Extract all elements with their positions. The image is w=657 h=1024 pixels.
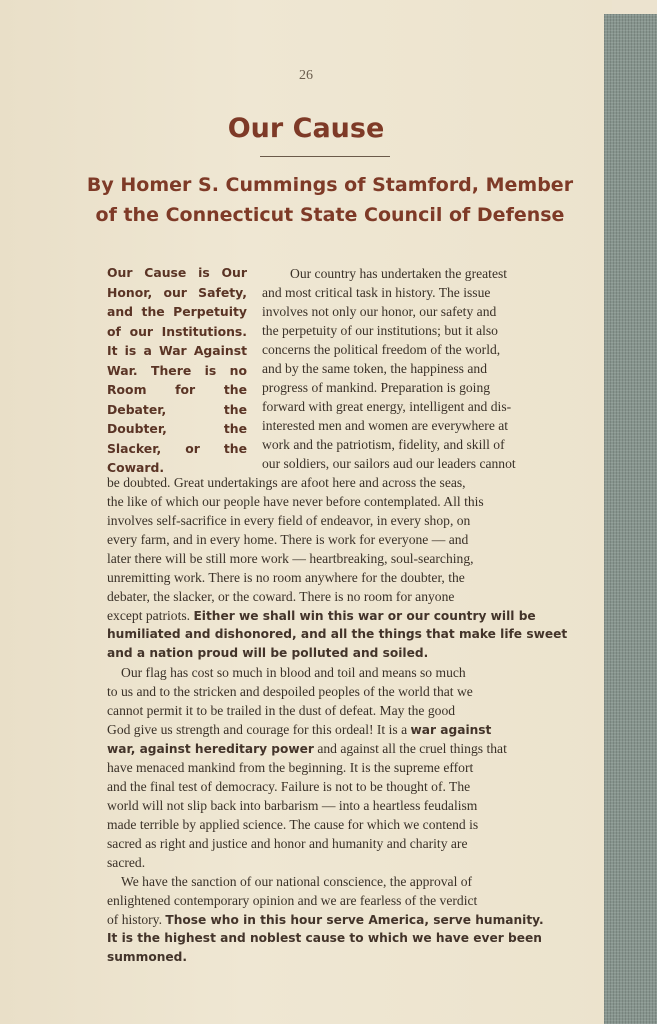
bold-line: summoned. <box>107 950 187 964</box>
body-line <box>107 910 576 929</box>
body-line: and most critical task in history. The issue <box>262 285 491 300</box>
body-line: cannot permit it to be trailed in the dust of defeat. May the good <box>107 703 456 718</box>
body-line: be doubted. Great undertakings are afoot here and across the seas, <box>107 475 466 490</box>
body-line: sacred. <box>107 855 146 870</box>
byline: By Homer S. Cummings of Stamford, Member of the Connecticut State Council of Defense <box>86 174 574 226</box>
sidehead-summary: Our Cause is Our Honor, our Safety, and the Perpetuity of our Institutions. It is a War Against War. There is no Room for the Debater, the Doubter, the Slacker, or the Coward. <box>107 265 247 475</box>
bold-line: and a nation proud will be polluted and soiled. <box>107 646 429 660</box>
body-line: Our flag has cost so much in blood and toil and means so much <box>121 665 466 680</box>
title-divider <box>260 156 390 157</box>
body-line: and the final test of democracy. Failure is not to be thought of. The <box>107 779 471 794</box>
body-line: forward with great energy, intelligent and dis- <box>262 399 512 414</box>
bold-text: war against <box>410 723 492 737</box>
body-line: work and the patriotism, fidelity, and skill of <box>262 437 505 452</box>
body-line: have menaced mankind from the beginning. It is the supreme effort <box>107 760 474 775</box>
page-number: 26 <box>299 68 313 83</box>
body-line: concerns the political freedom of the world, <box>262 342 501 357</box>
body-line: and by the same token, the happiness and <box>262 361 487 376</box>
body-line: sacred as right and justice and honor and humanity and charity are <box>107 836 468 851</box>
body-line <box>107 720 576 739</box>
body-line: later there will be still more work — heartbreaking, soul-searching, <box>107 551 474 566</box>
body-text: except patriots. <box>107 608 191 623</box>
body-text: and against all the cruel things that <box>317 741 507 756</box>
body-line: We have the sanction of our national conscience, the approval of <box>121 874 473 889</box>
binding-edge <box>604 14 657 1024</box>
article-title: Our Cause <box>227 113 385 144</box>
body-line: interested men and women are everywhere at <box>262 418 509 433</box>
body-line: our soldiers, our sailors aud our leaders cannot <box>262 456 516 471</box>
bold-line: humiliated and dishonored, and all the things that make life sweet <box>107 627 568 641</box>
bold-text: Either we shall win this war or our country will be <box>193 609 536 623</box>
body-line <box>107 606 576 625</box>
bold-line: It is the highest and noblest cause to which we have ever been <box>107 931 542 945</box>
body-line: to us and to the stricken and despoiled peoples of the world that we <box>107 684 473 699</box>
bold-text: Those who in this hour serve America, serve humanity. <box>165 913 544 927</box>
body-line <box>107 739 576 758</box>
body-text: God give us strength and courage for this ordeal! It is a <box>107 722 408 737</box>
body-line: world will not slip back into barbarism — into a heartless feudalism <box>107 798 478 813</box>
body-line: enlightened contemporary opinion and we are fearless of the verdict <box>107 893 478 908</box>
body-line: involves self-sacrifice in every field of endeavor, in every shop, on <box>107 513 471 528</box>
body-line: progress of mankind. Preparation is going <box>262 380 491 395</box>
body-line: involves not only our honor, our safety and <box>262 304 497 319</box>
body-line: Our country has undertaken the greatest <box>290 266 508 281</box>
body-line: made terrible by applied science. The cause for which we contend is <box>107 817 479 832</box>
body-line: debater, the slacker, or the coward. There is no room for anyone <box>107 589 455 604</box>
body-line: every farm, and in every home. There is work for everyone — and <box>107 532 469 547</box>
body-text: of history. <box>107 912 162 927</box>
bold-text: war, against hereditary power <box>107 742 314 756</box>
body-line: the like of which our people have never before contemplated. All this <box>107 494 484 509</box>
body-line: the perpetuity of our institutions; but it also <box>262 323 498 338</box>
body-line: unremitting work. There is no room anywhere for the doubter, the <box>107 570 465 585</box>
